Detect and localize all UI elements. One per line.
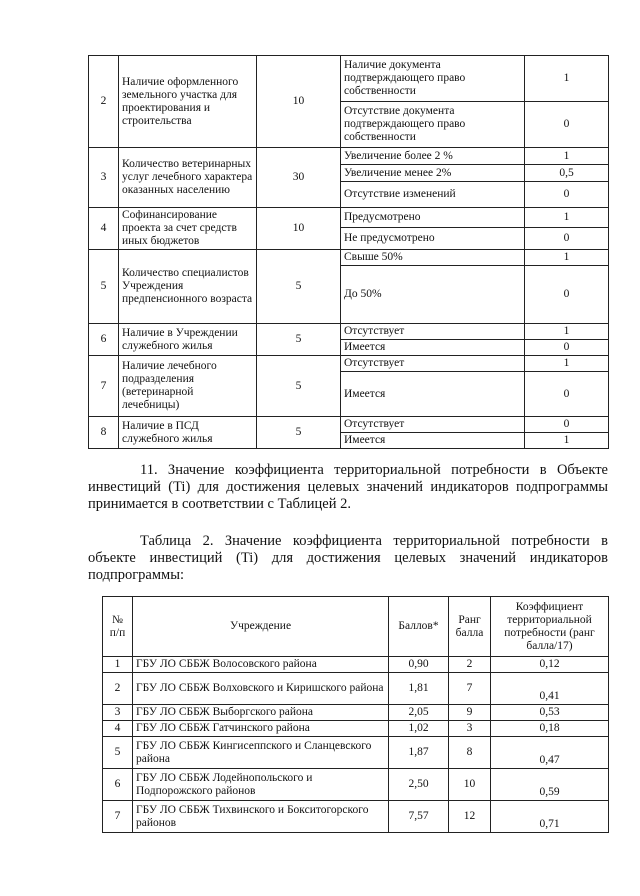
criteria-text: Наличие в Учреждении служебного жилья xyxy=(119,324,257,356)
criteria-value: 1 xyxy=(525,250,609,266)
criteria-num: 5 xyxy=(89,250,119,324)
table-row xyxy=(103,705,609,721)
criteria-text: Наличие лечебного подразделения (ветеринарной лечебницы) xyxy=(119,356,257,417)
row-rank: 9 xyxy=(449,705,491,721)
criteria-text: Софинансирование проекта за счет средств иных бюджетов xyxy=(119,208,257,250)
criteria-value: 0,5 xyxy=(525,165,609,182)
row-rank: 2 xyxy=(449,657,491,673)
row-rank: 10 xyxy=(449,769,491,801)
header-num: № п/п xyxy=(103,597,133,657)
criteria-condition: Имеется xyxy=(341,433,525,449)
criteria-num: 6 xyxy=(89,324,119,356)
row-rank: 12 xyxy=(449,801,491,833)
criteria-value: 0 xyxy=(525,228,609,250)
criteria-value: 0 xyxy=(525,372,609,417)
row-rank: 7 xyxy=(449,673,491,705)
criteria-condition: Отсутствует xyxy=(341,417,525,433)
criteria-condition: Имеется xyxy=(341,372,525,417)
row-num: 1 xyxy=(103,657,133,673)
row-coef: 0,53 xyxy=(491,705,609,721)
criteria-condition: Наличие документа подтверждающего право собственности xyxy=(341,56,525,102)
coefficient-table xyxy=(102,596,609,833)
criteria-text: Наличие в ПСД служебного жилья xyxy=(119,417,257,449)
criteria-table xyxy=(88,55,609,449)
row-score: 2,05 xyxy=(389,705,449,721)
row-coef: 0,71 xyxy=(491,801,609,833)
criteria-score: 10 xyxy=(257,56,341,148)
criteria-condition: Отсутствует xyxy=(341,356,525,372)
criteria-text: Количество специалистов Учреждения предпенсионного возраста xyxy=(119,250,257,324)
criteria-num: 2 xyxy=(89,56,119,148)
row-score: 0,90 xyxy=(389,657,449,673)
row-institution: ГБУ ЛО СББЖ Кингисеппского и Сланцевского района xyxy=(133,737,389,769)
table-row xyxy=(103,657,609,673)
row-num: 6 xyxy=(103,769,133,801)
table2-header-row xyxy=(103,597,609,657)
row-num: 3 xyxy=(103,705,133,721)
header-coef: Коэффициент территориальной потребности (ранг балла/17) xyxy=(491,597,609,657)
row-institution: ГБУ ЛО СББЖ Лодейнопольского и Подпорожского районов xyxy=(133,769,389,801)
table-row xyxy=(103,769,609,801)
table-row xyxy=(103,737,609,769)
criteria-row xyxy=(89,208,609,228)
criteria-num: 8 xyxy=(89,417,119,449)
row-institution: ГБУ ЛО СББЖ Волховского и Киришского района xyxy=(133,673,389,705)
criteria-value: 0 xyxy=(525,340,609,356)
criteria-row xyxy=(89,417,609,433)
criteria-value: 1 xyxy=(525,324,609,340)
criteria-text: Наличие оформленного земельного участка для проектирования и строительства xyxy=(119,56,257,148)
table2-caption: Таблица 2. Значение коэффициента территориальной потребности в объекте инвестиций (Ti) для достижения целевых значений индикаторов подпрограммы: xyxy=(88,533,608,583)
criteria-score: 5 xyxy=(257,324,341,356)
criteria-num: 4 xyxy=(89,208,119,250)
criteria-text: Количество ветеринарных услуг лечебного характера оказанных населению xyxy=(119,148,257,208)
criteria-num: 7 xyxy=(89,356,119,417)
criteria-row xyxy=(89,148,609,165)
criteria-row xyxy=(89,324,609,340)
row-num: 7 xyxy=(103,801,133,833)
criteria-value: 1 xyxy=(525,356,609,372)
criteria-condition: Не предусмотрено xyxy=(341,228,525,250)
row-institution: ГБУ ЛО СББЖ Тихвинского и Бокситогорского районов xyxy=(133,801,389,833)
criteria-num: 3 xyxy=(89,148,119,208)
criteria-row xyxy=(89,56,609,102)
row-num: 5 xyxy=(103,737,133,769)
row-coef: 0,41 xyxy=(491,673,609,705)
criteria-value: 1 xyxy=(525,148,609,165)
criteria-value: 0 xyxy=(525,266,609,324)
header-institution: Учреждение xyxy=(133,597,389,657)
criteria-value: 0 xyxy=(525,417,609,433)
criteria-value: 0 xyxy=(525,182,609,208)
row-score: 1,87 xyxy=(389,737,449,769)
criteria-score: 5 xyxy=(257,250,341,324)
header-score: Баллов* xyxy=(389,597,449,657)
criteria-value: 1 xyxy=(525,433,609,449)
criteria-condition: До 50% xyxy=(341,266,525,324)
header-rank: Ранг балла xyxy=(449,597,491,657)
criteria-value: 1 xyxy=(525,56,609,102)
row-coef: 0,47 xyxy=(491,737,609,769)
criteria-score: 30 xyxy=(257,148,341,208)
criteria-condition: Отсутствует xyxy=(341,324,525,340)
row-score: 2,50 xyxy=(389,769,449,801)
row-institution: ГБУ ЛО СББЖ Выборгского района xyxy=(133,705,389,721)
row-institution: ГБУ ЛО СББЖ Волосовского района xyxy=(133,657,389,673)
paragraph-11: 11. Значение коэффициента территориальной потребности в Объекте инвестиций (Ti) для достижения целевых значений индикаторов подпрограммы принимается в соответствии с Таблицей 2. xyxy=(88,462,608,512)
table-row xyxy=(103,673,609,705)
criteria-condition: Отсутствие изменений xyxy=(341,182,525,208)
row-score: 1,02 xyxy=(389,721,449,737)
criteria-condition: Предусмотрено xyxy=(341,208,525,228)
criteria-row xyxy=(89,250,609,266)
criteria-value: 0 xyxy=(525,102,609,148)
criteria-condition: Увеличение менее 2% xyxy=(341,165,525,182)
row-num: 2 xyxy=(103,673,133,705)
row-coef: 0,12 xyxy=(491,657,609,673)
criteria-score: 5 xyxy=(257,356,341,417)
criteria-score: 10 xyxy=(257,208,341,250)
criteria-score: 5 xyxy=(257,417,341,449)
criteria-condition: Свыше 50% xyxy=(341,250,525,266)
table-row xyxy=(103,801,609,833)
criteria-condition: Увеличение более 2 % xyxy=(341,148,525,165)
row-rank: 8 xyxy=(449,737,491,769)
criteria-value: 1 xyxy=(525,208,609,228)
row-num: 4 xyxy=(103,721,133,737)
row-score: 7,57 xyxy=(389,801,449,833)
row-rank: 3 xyxy=(449,721,491,737)
criteria-condition: Имеется xyxy=(341,340,525,356)
row-institution: ГБУ ЛО СББЖ Гатчинского района xyxy=(133,721,389,737)
criteria-row xyxy=(89,356,609,372)
row-coef: 0,18 xyxy=(491,721,609,737)
row-score: 1,81 xyxy=(389,673,449,705)
criteria-condition: Отсутствие документа подтверждающего право собственности xyxy=(341,102,525,148)
table-row xyxy=(103,721,609,737)
row-coef: 0,59 xyxy=(491,769,609,801)
